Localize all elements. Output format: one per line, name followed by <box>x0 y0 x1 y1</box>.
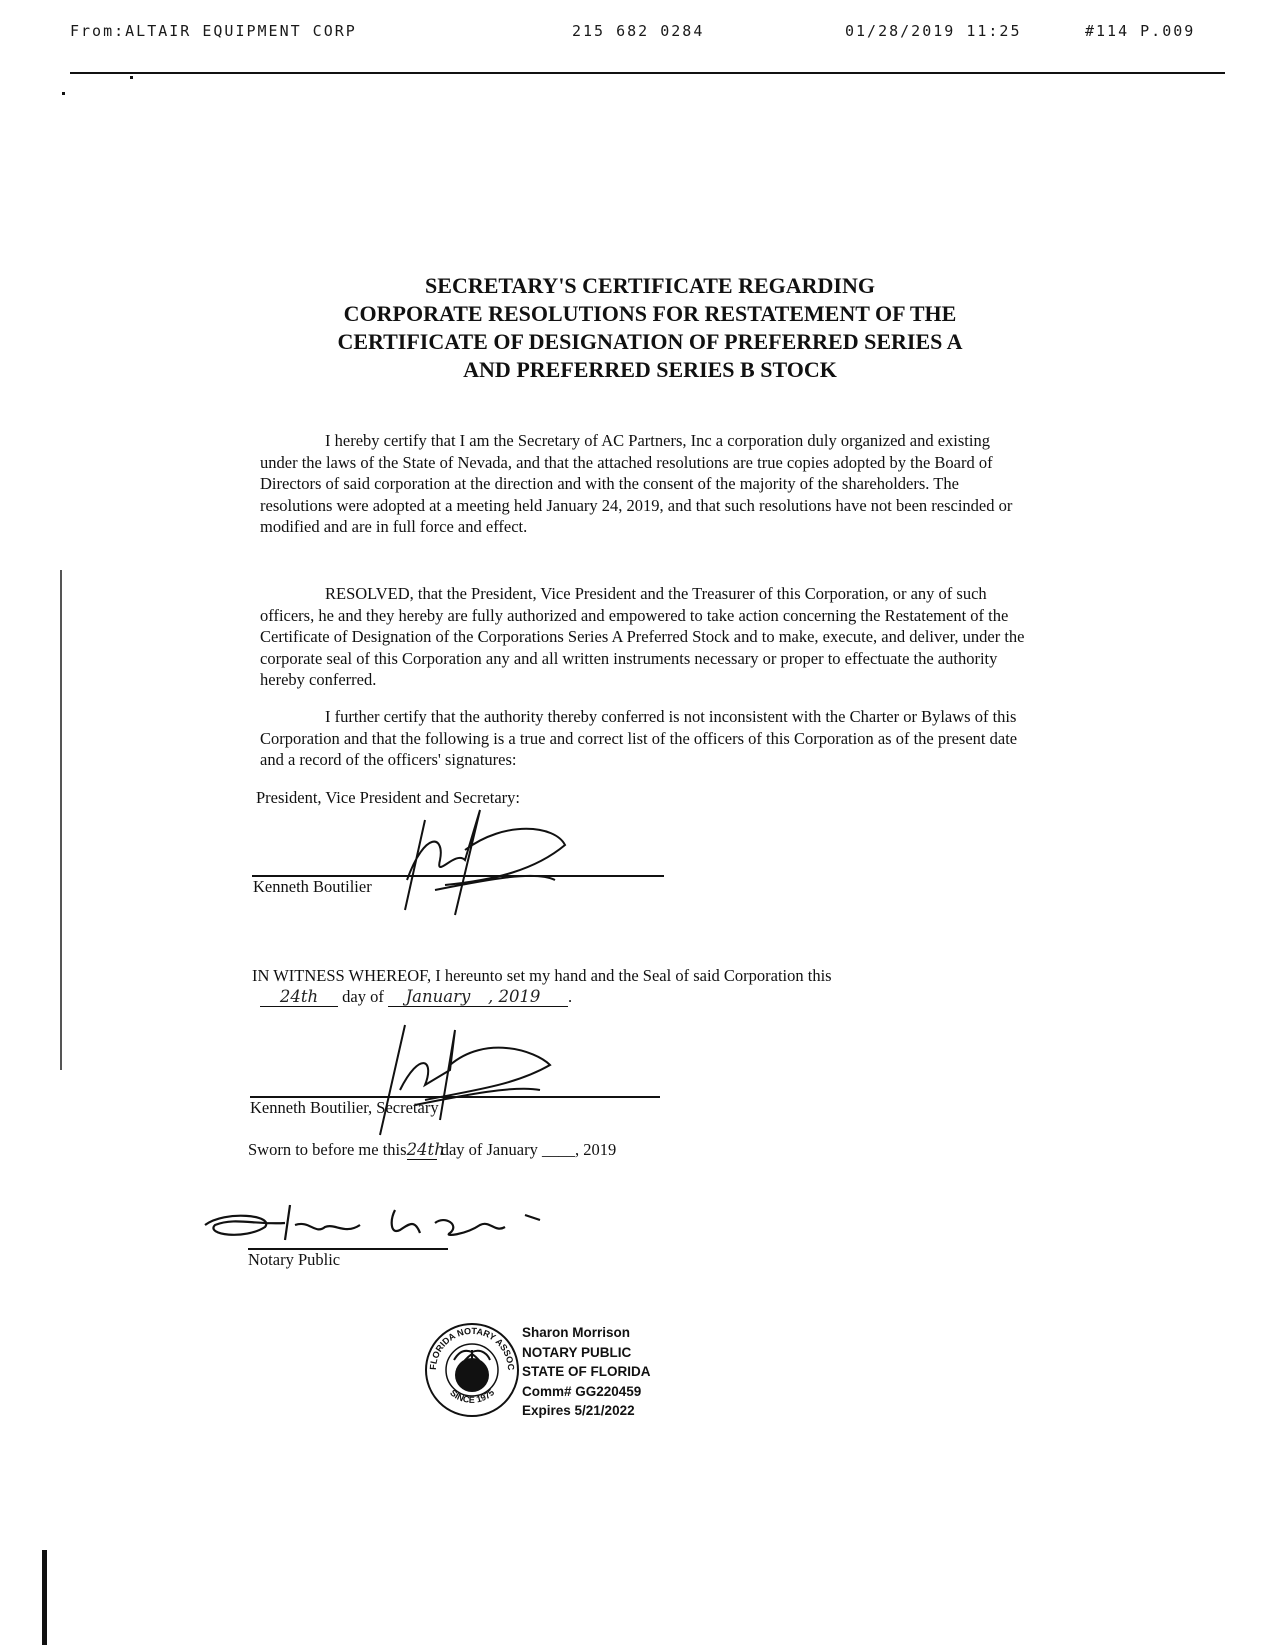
notary-expires: Expires 5/21/2022 <box>522 1403 635 1418</box>
witness-year-handwritten: , 2019 <box>488 987 568 1007</box>
notary-title: NOTARY PUBLIC <box>522 1344 632 1360</box>
fax-from: From:ALTAIR EQUIPMENT CORP <box>70 22 357 40</box>
notary-label: Notary Public <box>248 1250 341 1269</box>
witness-day-handwritten: 24th <box>260 987 338 1007</box>
secretary-signature <box>375 1010 575 1140</box>
officer-signature <box>385 790 585 920</box>
secretary-name: Kenneth Boutilier, Secretary <box>250 1098 439 1117</box>
title-line: AND PREFERRED SERIES B STOCK <box>463 357 837 382</box>
certification-paragraph: I hereby certify that I am the Secretary of AC Partners, Inc a corporation duly organized and existing under the laws of the State of Nevada, and that the attached resolutions are true copies adopted by the Board of Directors of said corporation at the direction and with the consent of the majority of the shareholders. The resolutions were adopted at a meeting held January 24, 2019, and that such resolutions have not been rescinded or modified and are in full force and effect. <box>260 431 1013 536</box>
seal-top-text: FLORIDA NOTARY ASSOCIATION <box>418 1312 517 1371</box>
notary-signature <box>195 1195 595 1255</box>
fax-phone: 215 682 0284 <box>572 22 705 40</box>
witness-day-label: day of <box>342 987 384 1006</box>
witness-date-line <box>260 987 572 1007</box>
further-certification-paragraph: I further certify that the authority thereby conferred is not inconsistent with the Charter or Bylaws of this Corporation and that the following is a true and correct list of the officers of this Corporation as of the present date and a record of the officers' signatures: <box>260 707 1018 769</box>
title-line: SECRETARY'S CERTIFICATE REGARDING <box>425 273 875 298</box>
seal-bottom-text: SINCE 1975 <box>448 1387 497 1405</box>
header-rule <box>70 72 1225 74</box>
fax-datetime: 01/28/2019 11:25 <box>845 22 1022 40</box>
sworn-middle: day of January ____, 2019 <box>440 1140 617 1159</box>
fax-page-ref: #114 P.009 <box>1085 22 1196 40</box>
scan-edge-bar <box>42 1550 47 1645</box>
notary-stamp <box>522 1323 651 1421</box>
officers-heading: President, Vice President and Secretary: <box>256 788 520 807</box>
scan-speck <box>62 92 65 95</box>
title-line: CERTIFICATE OF DESIGNATION OF PREFERRED SERIES A <box>337 329 963 354</box>
document-title <box>200 272 1100 384</box>
notary-name: Sharon Morrison <box>522 1325 631 1340</box>
title-line: CORPORATE RESOLUTIONS FOR RESTATEMENT OF THE <box>343 301 957 326</box>
sworn-line <box>248 1140 616 1160</box>
witness-end-period: . <box>567 987 573 1006</box>
notary-state: STATE OF FLORIDA <box>522 1364 651 1379</box>
scan-speck <box>130 76 133 79</box>
scan-edge-mark <box>60 570 62 1070</box>
witness-month-handwritten: January <box>388 987 488 1007</box>
notary-commission: Comm# GG220459 <box>522 1383 642 1399</box>
witness-text: IN WITNESS WHEREOF, I hereunto set my hand and the Seal of said Corporation this <box>252 966 832 985</box>
officer-name: Kenneth Boutilier <box>253 877 372 896</box>
sworn-prefix: Sworn to before me this <box>248 1140 407 1159</box>
resolution-paragraph: RESOLVED, that the President, Vice President and the Treasurer of this Corporation, or any of such officers, he and they hereby are fully authorized and empowered to take action concerning the Restatement of the Certificate of Designation of the Corporations Series A Preferred Stock and to make, execute, and deliver, under the corporate seal of this Corporation any and all written instruments necessary or proper to effectuate the authority hereby conferred. <box>260 584 1025 689</box>
notary-seal-icon <box>418 1312 522 1420</box>
fax-header <box>70 22 1220 46</box>
sworn-day-handwritten: 24th <box>406 1140 445 1159</box>
